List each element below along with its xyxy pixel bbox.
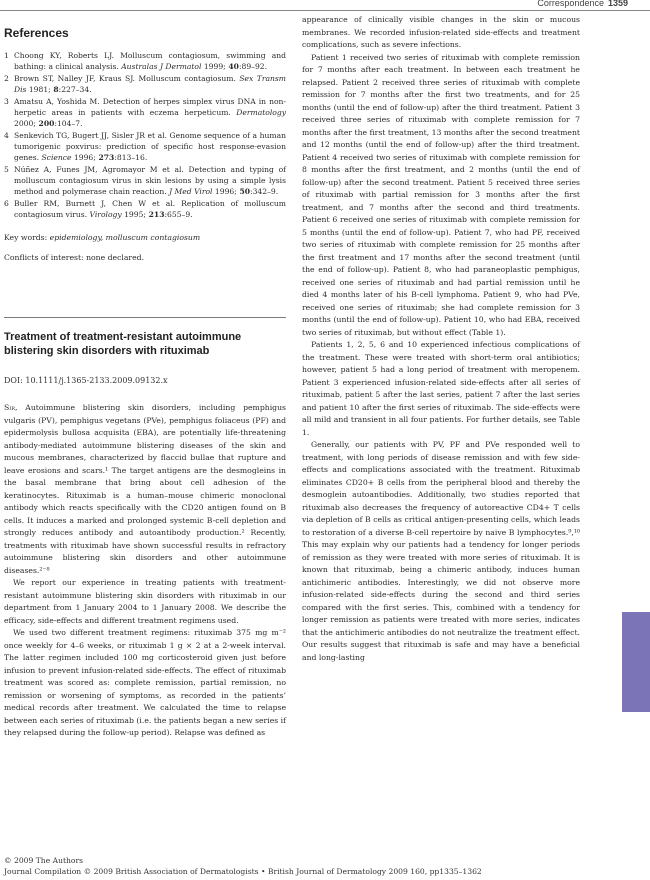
references-heading: References [4,26,69,40]
paragraph-text: Generally, our patients with PV, PF and PVe responded well to treatment, with long periods of disease remission and with few side-effects and complications associated with the treatment. Rituximab eliminates CD20+ B cells from the peripheral blood and thereby the desmoglein autoantibodies. Additionally, two studies reported that rituximab also decreases the frequency of autoreactive CD4+ T cells via depletion of B cells as critical antigen-presenting cells, which leads to restoration of a diverse B-cell repertoire by naive B lymphocytes.⁹,¹⁰ This may explain why our patients had a tendency for longer periods of remission as they were treated with more series of rituximab. It is known that rituximab, being a chimeric antibody, induces human antichimeric antibodies. Interestingly, we did not observe more infusion-related side-effects during the second and third series compared with the first series. This, combined with a tendency for longer remission as patients were treated with more series, indicates that the antichimeric antibodies do not neutralize the treatment effect. Our results suggest that rituximab is safe and may have a beneficial and long-lasting [302,440,580,662]
body-paragraph [4,577,286,627]
conflicts-of-interest: Conflicts of interest: none declared. [4,252,145,262]
reference-volume: 50 [236,187,251,197]
reference-year: 2000; [14,119,36,129]
keywords: epidemiology, molluscum contagiosum [49,232,201,242]
reference-number: 5 [4,165,9,175]
body-paragraph [302,52,580,340]
reference-journal: Sex Transm Dis [14,73,287,95]
reference-authors: Senkevich TG, Bugert JJ, Sisler JR et al. Genome sequence of a human tumorigenic poxvirus: prediction of specific host response-evasion genes. [14,130,286,163]
reference-volume: 213 [145,210,165,220]
reference-volume: 200 [35,119,55,129]
reference-pages: :104–7. [54,119,83,129]
running-header [0,0,650,11]
reference-year: 1996; [71,153,96,163]
reference-volume: 273 [95,153,115,163]
reference-number: 4 [4,130,9,140]
salutation: Sir, [4,403,18,412]
reference-journal: Dermatology [236,108,286,118]
paragraph-text: We report our experience in treating patients with treatment-resistant autoimmune blistering skin disorders with rituximab in our department from 1 January 2004 to 1 January 2008. We describe the efficacy, side-effects and different treatment regimens used. [4,578,286,625]
reference-year: 1995; [121,210,146,220]
references-section [4,26,286,263]
body-paragraph [302,439,580,664]
reference-number: 3 [4,96,9,106]
paragraph-text: We used two different treatment regimens: rituximab 375 mg m⁻² once weekly for 4–6 weeks, or rituximab 1 g × 2 at a 2-week interval. The latter regimen included 100 mg corticosteroid given just before infusion to prevent infusion-related side-effects. The effect of rituximab treatment was scored as: complete remission, partial remission, no remission or worsening of symptoms, as recorded in the patients’ medical records after treatment. We calculated the time to relapse between each series of rituximab (i.e. the patients began a new series if they relapsed during the follow-up period). Relapse was defined as [4,628,286,737]
reference-item [4,50,286,72]
page-number: 1359 [607,0,628,8]
reference-authors: Núñez A, Funes JM, Agromayor M et al. Detection and typing of molluscum contagiosum virus in skin lesions by using a simple lysis method and polymerase chain reaction. [14,165,286,197]
section-divider [4,317,286,318]
reference-volume: 40 [225,62,239,72]
reference-item [4,73,286,95]
reference-authors: Brown ST, Nalley JF, Kraus SJ. Molluscum contagiosum. [14,73,236,83]
article-title: Treatment of treatment-resistant autoimmune blistering skin disorders with rituximab [4,331,242,357]
reference-journal: Australas J Dermatol [121,62,202,72]
reference-authors: Choong KY, Roberts LJ. Molluscum contagiosum, swimming and bathing: a clinical analysis. [14,51,286,72]
references-list [4,50,286,221]
reference-item [4,198,286,220]
reference-number: 6 [4,199,9,209]
reference-number: 1 [4,51,9,60]
body-paragraph [302,339,580,439]
section-tab-marker [622,612,650,712]
reference-number: 2 [4,73,9,83]
page-footer [4,855,644,877]
reference-journal: J Med Virol [169,187,213,197]
article-body-right [302,14,580,664]
header-text [537,0,628,8]
reference-item [4,130,286,164]
body-paragraph [4,627,286,740]
paragraph-text: Autoimmune blistering skin disorders, including pemphigus vulgaris (PV), pemphigus vegetans (PVe), pemphigus foliaceus (PF) and epidermolysis bullosa acquisita (EBA), are potentially life-threatening antibody-mediated autoimmune blistering diseases of the skin and mucous membranes, characterized by flaccid bullae that rupture and leave erosions and scars.¹ The target antigens are the desmogleins in the basal membrane that bring about cell adhesion of the keratinocytes. Rituximab is a human–mouse chimeric monoclonal antibody which reacts specifically with the CD20 antigen found on B cells. It induces a marked and prolonged systemic B-cell depletion and strongly reduces antibody and autoantibody production.² Recently, treatments with rituximab have shown successful results in refractory autoimmune blistering skin disorders and other autoimmune diseases.²⁻⁸ [4,403,286,575]
footer-copyright: © 2009 The Authors [4,856,84,865]
reference-authors: Buller RM, Burnett J, Chen W et al. Replication of molluscum contagiosum virus. [14,199,286,220]
reference-pages: :227–34. [58,85,92,95]
reference-volume: 8 [50,85,59,95]
paragraph-text: Patients 1, 2, 5, 6 and 10 experienced infectious complications of the treatment. These were treated with short-term oral antibiotics; however, patient 5 had a long period of treatment with meropenem. Patient 3 experienced infusion-related side-effects after all series of rituximab, patient 5 after the last series, patient 7 after the last series and patient 10 after the first series of rituximab. The side-effects were all mild and transient in all four patients. For further details, see Table 1. [302,340,580,437]
reference-item [4,96,286,130]
footer-journal: Journal Compilation © 2009 British Association of Dermatologists • British Journal of Dermatology 2009 160, pp1335–1362 [4,867,482,876]
reference-item [4,164,286,198]
keywords-label: Key words: [4,232,48,242]
reference-authors: Amatsu A, Yoshida M. Detection of herpes simplex virus DNA in non-herpetic areas in patients with eczema herpeticum. [14,96,286,118]
reference-journal: Science [41,153,72,163]
reference-journal: Virology [89,210,122,220]
reference-pages: :655–9. [164,210,193,220]
keywords-line [4,232,286,243]
reference-year: 1981; [26,85,51,95]
body-paragraph [4,402,286,577]
reference-pages: :813–16. [114,153,148,163]
paragraph-text: Patient 1 received two series of rituximab with complete remission for 7 months after each treatment. In between each treatment he relapsed. Patient 2 received three series of rituximab with complete remission for 7 months after the first two treatments, and for 25 months (until the end of follow-up) after the third treatment. Patient 3 received three series of rituximab with complete remission for 7 months after the first treatment, 13 months after the second treatment and 12 months (until the end of follow-up) after the third treatment. Patient 4 received two series of rituximab with complete remission for 8 months after the first treatment, and 2 months (until the end of follow-up) after the second treatment. Patient 5 received three series of rituximab with partial remission for 3 months after the first treatment, and 7 months after the second and third treatments. Patient 6 received one series of rituximab with complete remission for 5 months (until the end of follow-up). Patient 7, who had PF, received two series of rituximab with complete remission for 25 months after the first treatment and 17 months after the second treatment (until the end of follow-up). Patient 8, who had paraneoplastic pemphigus, received one series of rituximab and had partial remission until he died 4 months later of his B-cell lymphoma. Patient 9, who had PVe, received one series of rituximab; she had complete remission for 3 months (until the end of follow-up). Patient 10, who had EBA, received two series of rituximab, but without effect (Table 1). [302,52,580,337]
article-body-left [4,402,286,740]
reference-year: 1999; [201,62,226,72]
header-section: Correspondence [537,0,604,8]
body-paragraph [302,14,580,52]
paragraph-text: appearance of clinically visible changes in the skin or mucous membranes. We recorded infusion-related side-effects and treatment complications, such as severe infections. [302,15,580,49]
reference-pages: :342–9. [250,187,279,197]
reference-year: 1996; [212,187,237,197]
reference-pages: :89–92. [238,62,268,72]
article-doi: DOI: 10.1111/j.1365-2133.2009.09132.x [4,376,168,385]
